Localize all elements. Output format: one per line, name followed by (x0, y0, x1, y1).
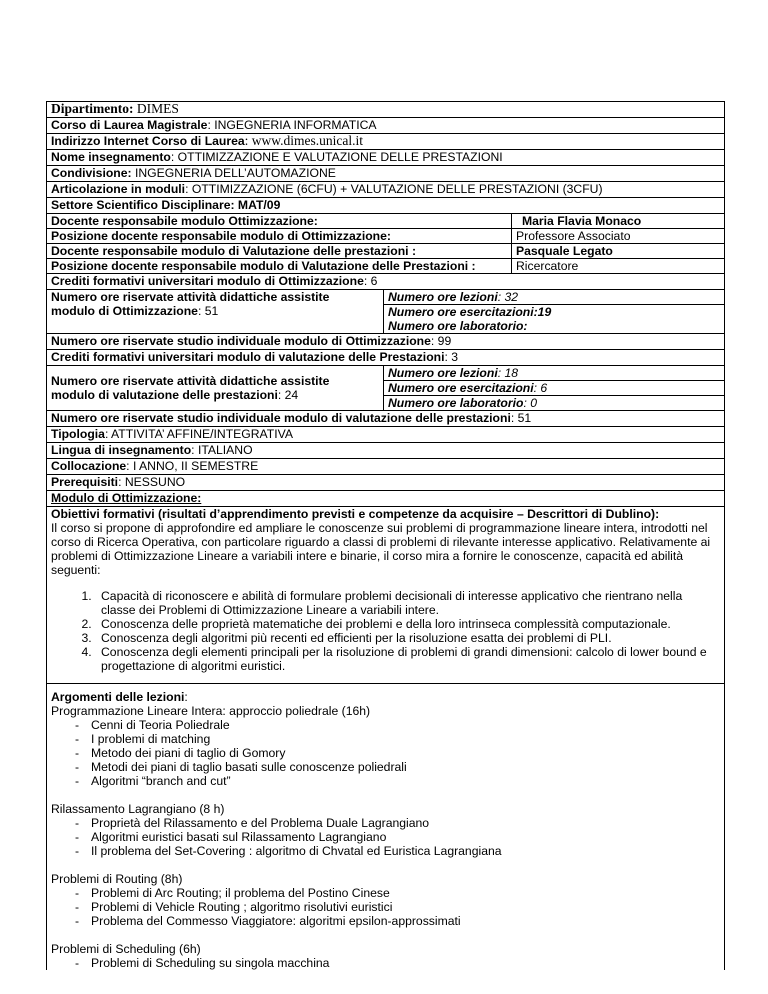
obiettivi-list (51, 589, 720, 673)
list-item: 2. Conoscenza delle proprietà matematiche dei problemi e della loro intrinseca complessità computazionale. (95, 617, 720, 631)
row-crediti-ott: Crediti formativi universitari modulo di Ottimizzazione: 6 (47, 274, 724, 290)
row-posizione-ott: Posizione docente responsabile modulo di Ottimizzazione: Professore Associato (47, 229, 724, 244)
row-articolazione: Articolazione in moduli: OTTIMIZZAZIONE (6CFU) + VALUTAZIONE DELLE PRESTAZIONI (3CFU) (47, 182, 724, 198)
row-indirizzo: Indirizzo Internet Corso di Laurea: www.dimes.unical.it (47, 134, 724, 150)
row-studio-ott: Numero ore riservate studio individuale modulo di Ottimizzazione: 99 (47, 334, 724, 350)
row-prerequisiti: Prerequisiti: NESSUNO (47, 475, 724, 491)
row-settore: Settore Scientifico Disciplinare: MAT/09 (47, 198, 724, 214)
row-crediti-val: Crediti formativi universitari modulo di valutazione delle Prestazioni: 3 (47, 350, 724, 366)
list-item: - Metodo dei piani di taglio di Gomory (75, 746, 286, 760)
section-heading: Programmazione Lineare Intera: approccio poliedrale (16h) (51, 704, 371, 718)
row-docente-val: Docente responsabile modulo di Valutazione delle prestazioni : Pasquale Legato (47, 244, 724, 259)
row-nome: Nome insegnamento: OTTIMIZZAZIONE E VALUTAZIONE DELLE PRESTAZIONI (47, 150, 724, 166)
argomenti-block: Argomenti delle lezioni: Programmazione Lineare Intera: approccio poliedrale (16h) - Cenni di Teoria Poliedrale - I problemi di matching - Metodo dei piani di taglio di Gomory - Metodi dei piani di taglio basati sulle conoscenze poliedrali - Algoritmi “branch and cut” Rilassamento Lagrangiano (8 h) - Proprietà del Rilassamento e del Problema Duale Lagrangiano - Algoritmi euristici basati sul Rilassamento Lagrangiano - Il problema del Set-Covering : algoritmo di Chvatal ed Euristica Lagrangiana Problemi di Routing (8h) - Problemi di Arc Routing; il problema del Postino Cinese - Problemi di Vehicle Routing ; algoritmo risolutivi euristici - Problema del Commesso Viaggiatore: algoritmi epsilon-approssimati Problemi di Scheduling (6h) - Problemi di Scheduling su singola macchina (47, 684, 724, 970)
section-heading: Rilassamento Lagrangiano (8 h) (51, 802, 225, 816)
obiettivi-block (47, 507, 724, 684)
row-studio-val: Numero ore riservate studio individuale modulo di valutazione delle prestazioni: 51 (47, 411, 724, 427)
row-lingua: Lingua di insegnamento: ITALIANO (47, 443, 724, 459)
list-item: - Algoritmi euristici basati sul Rilassamento Lagrangiano (75, 830, 387, 844)
row-ore-ott: Numero ore riservate attività didattiche assistite modulo di Ottimizzazione: 51 Numero ore lezioni: 32 Numero ore esercitazioni:19 Numero ore laboratorio: (47, 290, 724, 334)
row-ore-val: Numero ore riservate attività didattiche assistite modulo di valutazione delle prestazioni: 24 Numero ore lezioni: 18 Numero ore esercitazioni: 6 Numero ore laboratorio: 0 (47, 366, 724, 411)
list-item: 3. Conoscenza degli algoritmi più recenti ed efficienti per la risoluzione esatta dei problemi di PLI. (95, 631, 720, 645)
obiettivi-intro: Il corso si propone di approfondire ed ampliare le conoscenze sui problemi di programmazione lineare intera, introdotti nel corso di Ricerca Operativa, con particolare riguardo a classi di problemi di rilevante interesse applicativo. Relativamente ai problemi di Ottimizzazione Lineare a variabili intere e binarie, il corso mira a fornire le conoscenze, capacità ed abilità seguenti: (51, 521, 711, 577)
list-item: - Cenni di Teoria Poliedrale (75, 718, 230, 732)
row-modulo-title: Modulo di Ottimizzazione: (47, 491, 724, 507)
list-item: - Problemi di Scheduling su singola macchina (75, 956, 330, 970)
section-heading: Problemi di Scheduling (6h) (51, 942, 201, 956)
list-item: - I problemi di matching (75, 732, 211, 746)
list-item: 4. Conoscenza degli elementi principali per la risoluzione di problemi di grandi dimensioni: calcolo di lower bound e progettazione di algoritmi euristici. (95, 645, 720, 673)
list-item: - Problema del Commesso Viaggiatore: algoritmi epsilon-approssimati (75, 914, 461, 928)
row-condivisione: Condivisione: INGEGNERIA DELL’AUTOMAZIONE (47, 166, 724, 182)
list-item: - Il problema del Set-Covering : algoritmo di Chvatal ed Euristica Lagrangiana (75, 844, 502, 858)
row-collocazione: Collocazione: I ANNO, II SEMESTRE (47, 459, 724, 475)
row-corso: Corso di Laurea Magistrale: INGEGNERIA INFORMATICA (47, 118, 724, 134)
list-item: - Problemi di Vehicle Routing ; algoritmo risolutivi euristici (75, 900, 393, 914)
section-heading: Problemi di Routing (8h) (51, 872, 183, 886)
course-sheet (46, 101, 725, 970)
list-item: - Proprietà del Rilassamento e del Problema Duale Lagrangiano (75, 816, 430, 830)
list-item: - Problemi di Arc Routing; il problema del Postino Cinese (75, 886, 390, 900)
row-docente-ott: Docente responsabile modulo Ottimizzazione: Maria Flavia Monaco (47, 214, 724, 229)
list-item: - Metodi dei piani di taglio basati sulle conoscenze poliedrali (75, 760, 407, 774)
row-tipologia: Tipologia: ATTIVITA’ AFFINE/INTEGRATIVA (47, 427, 724, 443)
row-posizione-val: Posizione docente responsabile modulo di Valutazione delle Prestazioni : Ricercatore (47, 259, 724, 274)
list-item: 1. Capacità di riconoscere e abilità di formulare problemi decisionali di interesse applicativo che rientrano nella classe dei Problemi di Ottimizzazione Lineare a variabili intere. (95, 589, 720, 617)
list-item: - Algoritmi “branch and cut” (75, 774, 231, 788)
obiettivi-title: Obiettivi formativi (risultati d’apprendimento previsti e competenze da acquisire – Descrittori di Dublino): (51, 507, 660, 521)
row-dipartimento: Dipartimento: DIMES (47, 102, 724, 118)
